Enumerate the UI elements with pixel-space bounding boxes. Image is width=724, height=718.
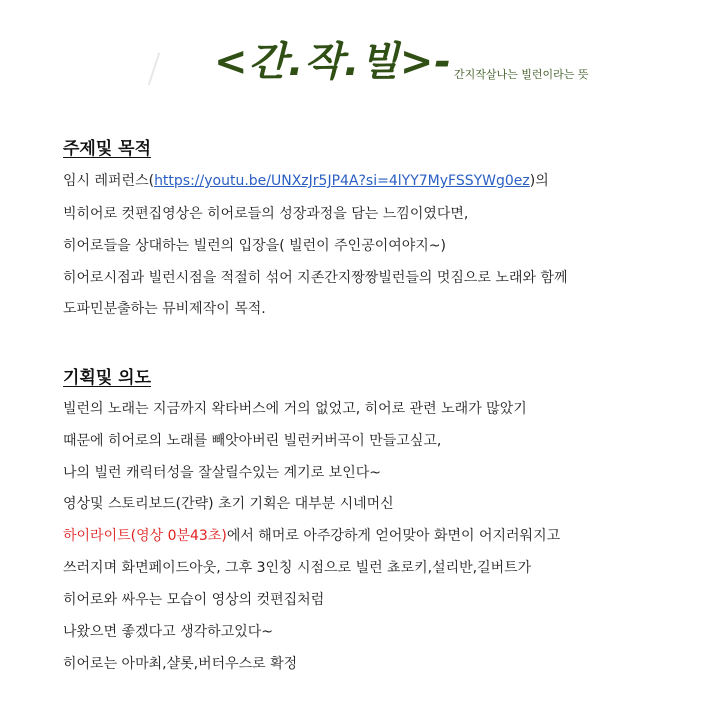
- paragraph-line: 나왔으면 좋겠다고 생각하고있다~: [63, 624, 273, 640]
- paragraph-line: 히어로와 싸우는 모습이 영상의 컷편집처럼: [63, 592, 325, 608]
- highlight-timestamp: 하이라이트(영상 0분43초): [63, 528, 227, 544]
- paragraph-line: 히어로들을 상대하는 빌런의 입장을( 빌런이 주인공이여야지~): [63, 238, 447, 254]
- paragraph-line: 때문에 히어로의 노래를 빼앗아버린 빌런커버곡이 만들고싶고,: [63, 433, 442, 449]
- reference-suffix: )의: [529, 173, 549, 189]
- paragraph-line: 영상및 스토리보드(간략) 초기 기획은 대부분 시네머신: [63, 496, 394, 512]
- section-heading-purpose: 주제및 목적: [63, 139, 152, 159]
- page-title: <간.작.빌>-: [214, 39, 452, 85]
- paragraph-line: 빌런의 노래는 지금까지 왁타버스에 거의 없었고, 히어로 관련 노래가 많았기: [63, 401, 527, 417]
- paragraph-line: 히어로는 아마최,샬롯,버터우스로 확정: [63, 656, 298, 672]
- paragraph-line: [63, 171, 549, 191]
- reference-link[interactable]: https://youtu.be/UNXzJr5JP4A?si=4lYY7MyFSSYWg0ez: [154, 173, 530, 189]
- paragraph-line: 나의 빌런 캐릭터성을 잘살릴수있는 계기로 보인다~: [63, 465, 381, 481]
- title-block: [214, 38, 588, 86]
- page-subtitle: 간지작살나는 빌런이라는 뜻: [453, 68, 589, 81]
- paragraph-line: [63, 526, 560, 546]
- paragraph-line: 빅히어로 컷편집영상은 히어로들의 성장과정을 담는 느낌이였다면,: [63, 206, 469, 222]
- highlight-suffix: 에서 해머로 아주강하게 얻어맞아 화면이 어지러워지고: [226, 528, 561, 544]
- paragraph-line: 도파민분출하는 뮤비제작이 목적.: [63, 301, 266, 317]
- decorative-divider: [148, 53, 160, 86]
- paragraph-line: 히어로시점과 빌런시점을 적절히 섞어 지존간지짱짱빌런들의 멋짐으로 노래와 함께: [63, 270, 568, 286]
- section-heading-planning: 기획및 의도: [63, 368, 152, 388]
- paragraph-line: 쓰러지며 화면페이드아웃, 그후 3인칭 시점으로 빌런 쵸로키,설리반,길버트가: [63, 560, 532, 576]
- reference-prefix: 임시 레퍼런스(: [63, 173, 155, 189]
